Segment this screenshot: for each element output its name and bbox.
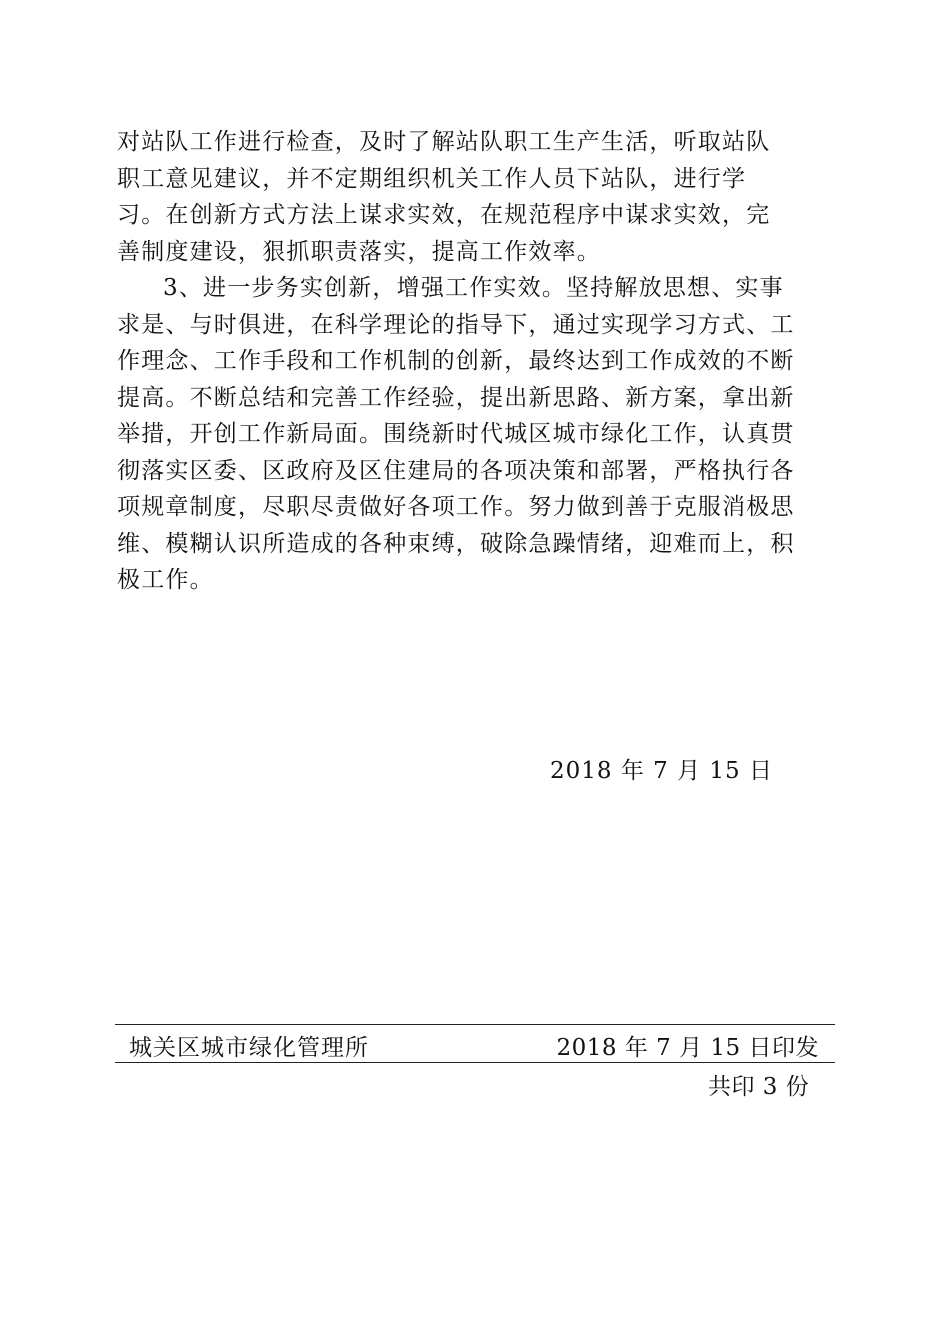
issuance-footer — [115, 1024, 835, 1063]
paragraph-line: 极工作。 — [117, 567, 214, 593]
copy-count: 共印 3 份 — [708, 1074, 810, 1100]
paragraph-line: 职工意见建议，并不定期组织机关工作人员下站队，进行学 — [117, 165, 747, 192]
paragraph-line: 项规章制度，尽职尽责做好各项工作。努力做到善于克服消极思 — [117, 494, 795, 520]
paragraph-line: 3、进一步务实创新，增强工作实效。坚持解放思想、实事 — [163, 275, 784, 301]
body-text — [117, 124, 837, 599]
paragraph-line: 习。在创新方式方法上谋求实效，在规范程序中谋求实效，完 — [117, 202, 771, 228]
paragraph-line: 求是、与时俱进，在科学理论的指导下，通过实现学习方式、工 — [117, 311, 795, 338]
document-date: 2018 年 7 月 15 日 — [550, 758, 773, 784]
issue-date: 2018 年 7 月 15 日印发 — [556, 1035, 819, 1061]
paragraph-line: 对站队工作进行检查，及时了解站队职工生产生活，听取站队 — [117, 129, 771, 155]
paragraph-line: 善制度建设，狠抓职责落实，提高工作效率。 — [117, 238, 601, 265]
paragraph-line: 维、模糊认识所造成的各种束缚，破除急躁情绪，迎难而上，积 — [117, 530, 795, 557]
issuing-organization: 城关区城市绿化管理所 — [129, 1035, 369, 1061]
paragraph-line: 作理念、工作手段和工作机制的创新，最终达到工作成效的不断 — [117, 348, 795, 374]
paragraph-line: 提高。不断总结和完善工作经验，提出新思路、新方案，拿出新 — [117, 384, 795, 411]
paragraph-line: 举措，开创工作新局面。围绕新时代城区城市绿化工作，认真贯 — [117, 421, 795, 447]
paragraph-line: 彻落实区委、区政府及区住建局的各项决策和部署，严格执行各 — [117, 457, 795, 484]
